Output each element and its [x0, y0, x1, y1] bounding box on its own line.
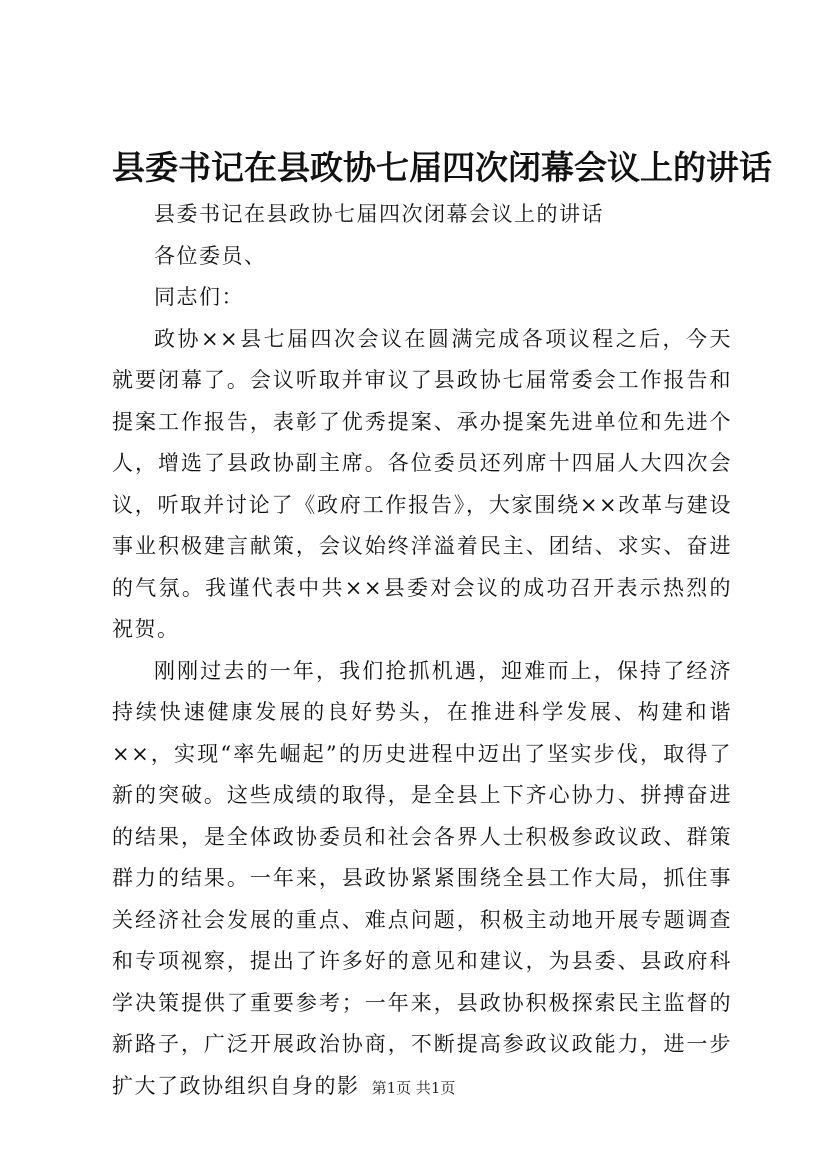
body-paragraph-salutation-1: 各位委员、: [154, 243, 267, 268]
document-body: [112, 194, 732, 1107]
body-paragraph-subtitle: 县委书记在县政协七届四次闭幕会议上的讲话: [154, 202, 604, 226]
document-title: 县委书记在县政协七届四次闭幕会议上的讲话: [112, 148, 772, 187]
page-number-footer: 第1页 共1页: [371, 1079, 456, 1097]
body-paragraph-salutation-2: 同志们：: [154, 285, 244, 309]
body-paragraph-1: 政协××县七届四次会议在圆满完成各项议程之后，今天就要闭幕了。会议听取并审议了县政协七届常委会工作报告和提案工作报告，表彰了优秀提案、承办提案先进单位和先进个人，增选了县政协副主席。各位委员还列席十四届人大四次会议，听取并讨论了《政府工作报告》，大家围绕××改革与建设事业积极建言献策，会议始终洋溢着民主、团结、求实、奋进的气氛。我谨代表中共××县委对会议的成功召开表示热烈的祝贺。: [112, 326, 732, 641]
body-paragraph-2: 刚刚过去的一年，我们抢抓机遇，迎难而上，保持了经济持续快速健康发展的良好势头，在推进科学发展、构建和谐××，实现“率先崛起”的历史进程中迈出了坚实步伐，取得了新的突破。这些成绩的取得，是全县上下齐心协力、拼搏奋进的结果，是全体政协委员和社会各界人士积极参政议政、群策群力的结果。一年来，县政协紧紧围绕全县工作大局，抓住事关经济社会发展的重点、难点问题，积极主动地开展专题调查和专项视察，提出了许多好的意见和建议，为县委、县政府科学决策提供了重要参考；一年来，县政协积极探索民主监督的新路子，广泛开展政治协商，不断提高参政议政能力，进一步扩大了政协组织自身的影: [112, 658, 732, 1098]
